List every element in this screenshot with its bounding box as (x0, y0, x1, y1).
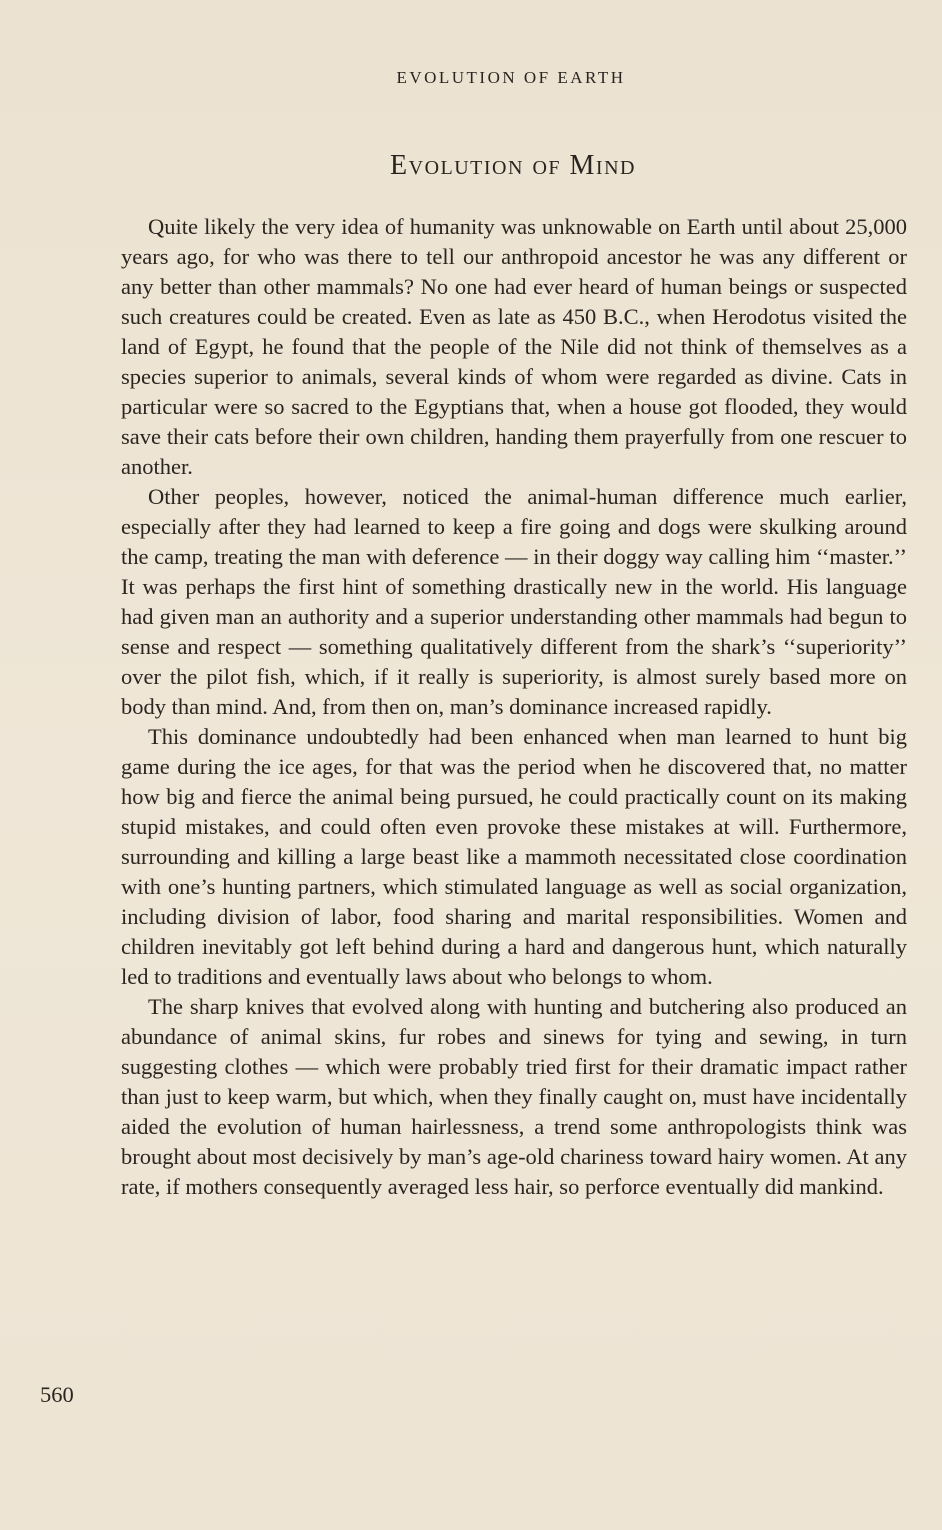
page-number: 560 (40, 1382, 74, 1407)
paragraph: The sharp knives that evolved along with hunting and butchering also produced an abundance of animal skins, fur robes and sinews for tying and sewing, in turn suggesting clothes — which were probably tried first for their dramatic impact rather than just to keep warm, but which, when they finally caught on, must have incidentally aided the evolution of human hairlessness, a trend some anthropologists think was brought about most decisively by man’s age-old chariness toward hairy women. At any rate, if mothers consequently averaged less hair, so perforce eventually did mankind. (121, 994, 907, 1199)
paragraph: Quite likely the very idea of humanity was unknowable on Earth until about 25,000 years ago, for who was there to tell our anthropoid ancestor he was any different or any better than other mammals? No one had ever heard of human beings or suspected such creatures could be created. Even as late as 450 B.C., when Herodotus visited the land of Egypt, he found that the people of the Nile did not think of themselves as a species superior to animals, several kinds of whom were regarded as divine. Cats in particular were so sacred to the Egyptians that, when a house got flooded, they would save their cats before their own children, handing them prayerfully from one rescuer to another. (121, 214, 907, 479)
paragraph: Other peoples, however, noticed the animal-human difference much earlier, especially after they had learned to keep a fire going and dogs were skulking around the camp, treating the man with deference — in their doggy way calling him ‘‘master.’’ It was perhaps the first hint of something drastically new in the world. His language had given man an authority and a superior understanding other mammals had begun to sense and respect — something qualitatively different from the shark’s ‘‘superiority’’ over the pilot fish, which, if it really is superiority, is almost surely based more on body than mind. And, from then on, man’s dominance increased rapidly. (121, 484, 907, 719)
running-head: EVOLUTION OF EARTH (396, 68, 626, 87)
chapter-title: Evolution of Mind (390, 150, 636, 181)
paragraph: This dominance undoubtedly had been enhanced when man learned to hunt big game during the ice ages, for that was the period when he discovered that, no matter how big and fierce the animal being pursued, he could practically count on its making stupid mistakes, and could often even provoke these mistakes at will. Furthermore, surrounding and killing a large beast like a mammoth necessitated close coordination with one’s hunting partners, which stimulated language as well as social organization, including division of labor, food sharing and marital responsibilities. Women and children inevitably got left behind during a hard and dangerous hunt, which naturally led to traditions and eventually laws about who belongs to whom. (121, 724, 907, 989)
body-text (121, 212, 907, 1202)
